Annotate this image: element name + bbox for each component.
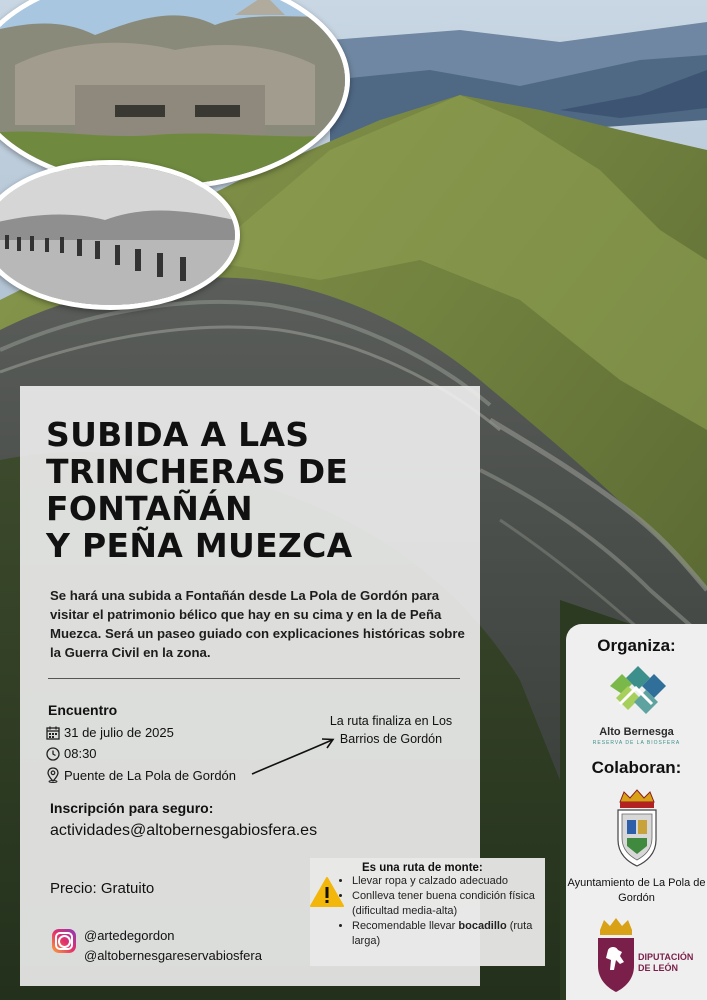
divider [48,678,460,679]
sponsors-panel [566,624,707,1000]
instagram-icon [52,929,76,953]
diputacion-line: DE LEÓN [638,963,679,973]
meeting-place-row [46,767,236,783]
organizer-name: Alto Bernesga [599,726,674,738]
warning-item: • Conlleva tener buena condición física (dificultad media-alta) [352,889,542,919]
title-line: TRINCHERAS DE [46,452,349,491]
route-end-note: La ruta finaliza en Los Barrios de Gordón [329,714,453,746]
warning-item [352,919,542,949]
clock-icon [46,747,60,761]
warning-title: Es una ruta de monte: [362,862,483,874]
organizer-tagline: RESERVA DE LA BIOSFERA [592,740,681,746]
calendar-icon [46,726,60,740]
colaboran-heading: Colaboran: [591,758,682,777]
diputacion-leon-logo [594,916,638,992]
instagram-handle[interactable]: @artedegordon [84,928,175,943]
warning-item: • Llevar ropa y calzado adecuado [352,874,542,889]
title-line: FONTAÑÁN [46,489,253,528]
price-label: Precio: Gratuito [50,880,155,897]
meeting-date-row [46,725,174,740]
registration-email-link[interactable]: actividades@altobernesgabiosfera.es [50,822,318,839]
meeting-time-row [46,746,97,761]
instagram-handle[interactable]: @altobernesgareservabiosfera [84,948,262,963]
event-description: Se hará una subida a Fontañán desde La Pola de Gordón para visitar el patrimonio bélico que hay en su cima y en la de Peña Muezca. Será un paseo guiado con explicaciones históricas sobre la Guerra Civil en la zona. [50,588,465,660]
meeting-time: 08:30 [64,746,97,761]
event-title [46,416,466,564]
meeting-place: Puente de La Pola de Gordón [64,767,237,783]
diputacion-name [638,952,693,974]
arrow-icon [250,736,340,778]
ayuntamiento-name: Ayuntamiento de La Pola de Gordón [567,877,706,904]
registration-heading: Inscripción para seguro: [50,800,214,816]
title-line: Y PEÑA MUEZCA [46,526,353,565]
warning-list [338,874,542,949]
warning-item-text: (ruta larga) [352,920,533,947]
gordon-coat-of-arms-logo [614,788,660,872]
organiza-heading: Organiza: [597,636,676,655]
warning-item-text: Recomendable llevar [352,920,459,932]
location-pin-icon [46,767,60,783]
meeting-heading: Encuentro [48,702,118,718]
alto-bernesga-logo [606,664,668,722]
meeting-date: 31 de julio de 2025 [64,725,174,740]
mountain-route-warning [310,858,545,966]
warning-item-bold: bocadillo [458,920,507,932]
title-line: SUBIDA A LAS [46,415,310,454]
diputacion-line: DIPUTACIÓN [638,952,694,962]
